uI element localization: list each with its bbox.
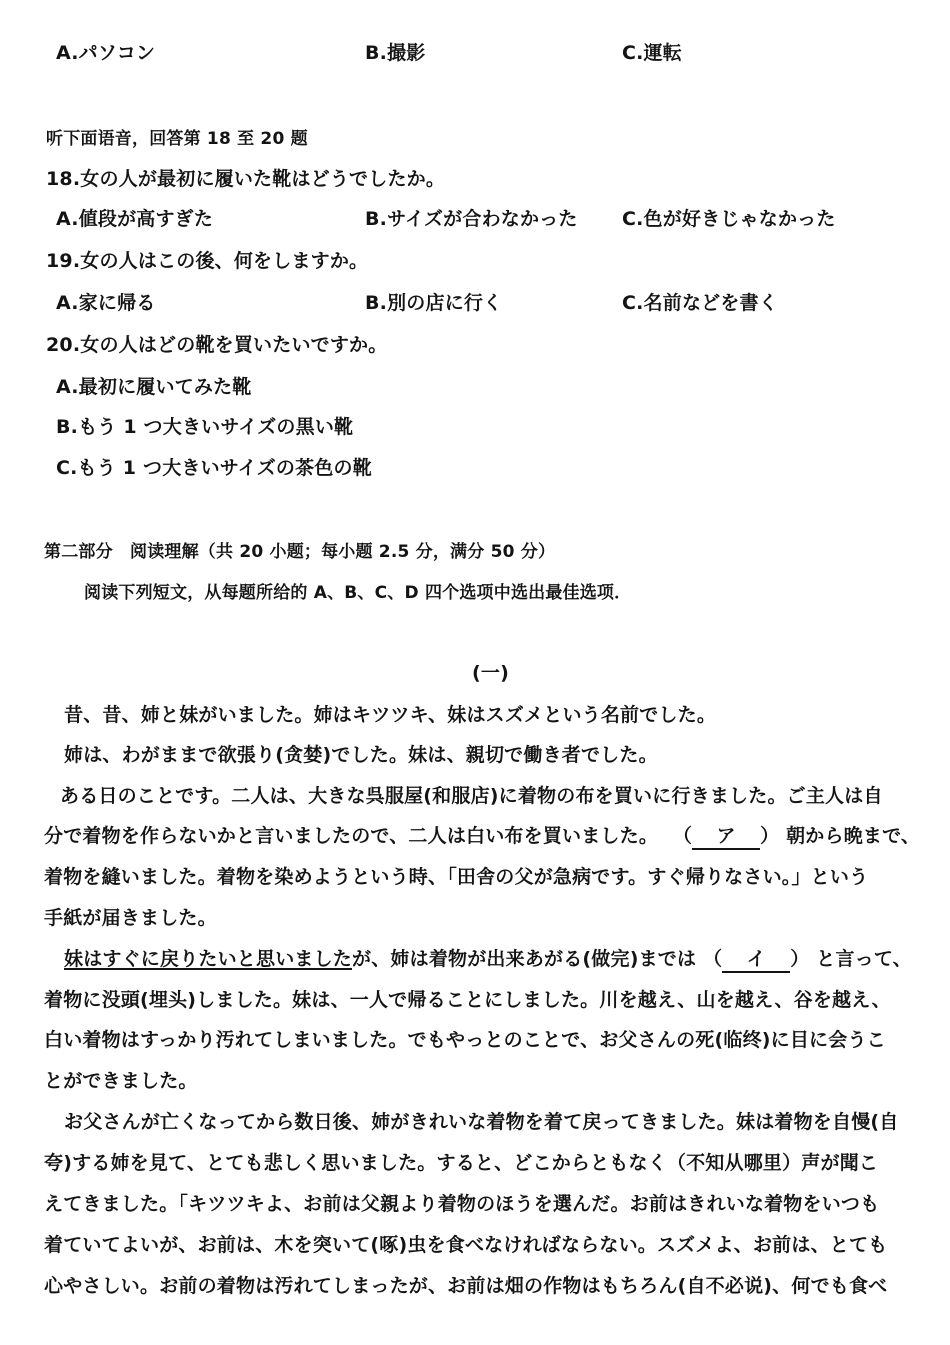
passage-text: 分で着物を作らないかと言いましたので、二人は白い布を買いました。 [44, 825, 659, 847]
q20-option-a: A.最初に履いてみた靴 [56, 376, 252, 398]
passage-line: 夸)する姉を見て、とても悲しく思いました。すると、どこからともなく（不知从哪里）声が聞こ [44, 1152, 879, 1174]
q17-option-b: B.撮影 [365, 42, 426, 64]
q18-question: 18.女の人が最初に履いた靴はどうでしたか。 [46, 168, 446, 190]
passage-line: 手紙が届きました。 [44, 907, 217, 929]
q19-option-a: A.家に帰る [56, 292, 156, 314]
passage-line: えてきました。「キツツキよ、お前は父親より着物のほうを選んだ。お前はきれいな着物をいつも [44, 1193, 880, 1215]
q17-option-c: C.運転 [622, 42, 682, 64]
blank-i-label: イ [722, 944, 790, 973]
q20-option-b: B.もう 1 つ大きいサイズの黒い靴 [56, 416, 354, 438]
part2-instruction: 阅读下列短文，从每题所给的 A、B、C、D 四个选项中选出最佳选项． [84, 583, 632, 603]
q19-option-c: C.名前などを書く [622, 292, 778, 314]
passage-line: とができました。 [44, 1070, 198, 1092]
passage-text: 朝から晩まで、 [786, 825, 921, 847]
q20-question: 20.女の人はどの靴を買いたいですか。 [46, 334, 388, 356]
passage-text: が、姉は着物が出来あがる(做完)までは [352, 948, 697, 970]
blank-a[interactable]: （ ア ） [673, 825, 779, 847]
q18-option-a: A.値段が高すぎた [56, 208, 214, 230]
blank-i[interactable]: （ イ ） [703, 948, 809, 970]
passage-line: お父さんが亡くなってから数日後、姉がきれいな着物を着て戻ってきました。妹は着物を自慢(自 [64, 1111, 899, 1133]
part2-title: 第二部分 阅读理解（共 20 小题；每小题 2.5 分，满分 50 分） [44, 542, 556, 562]
passage-line: 白い着物はすっかり汚れてしまいました。でもやっとのことで、お父さんの死(临终)に目に会うこ [44, 1029, 886, 1051]
listening-instruction: 听下面语音，回答第 18 至 20 题 [46, 129, 308, 149]
underlined-sentence: 妹はすぐに戻りたいと思いました [64, 948, 353, 970]
q20-option-c: C.もう 1 つ大きいサイズの茶色の靴 [56, 457, 372, 479]
passage-line: 姉は、わがままで欲張り(贪婪)でした。妹は、親切で働き者でした。 [64, 744, 658, 766]
passage-line: ある日のことです。二人は、大きな呉服屋(和服店)に着物の布を買いに行きました。ご主人は自 [60, 785, 883, 807]
passage-line: 着物を縫いました。着物を染めようという時、「田舎の父が急病です。すぐ帰りなさい。」という [44, 866, 869, 888]
q19-option-b: B.別の店に行く [365, 292, 503, 314]
blank-a-label: ア [692, 821, 760, 850]
q18-option-c: C.色が好きじゃなかった [622, 208, 836, 230]
passage-line [64, 944, 912, 973]
q18-option-b: B.サイズが合わなかった [365, 208, 578, 230]
passage-line: 心やさしい。お前の着物は汚れてしまったが、お前は畑の作物はもちろん(自不必说)、何でも食べ [44, 1275, 888, 1297]
q19-question: 19.女の人はこの後、何をしますか。 [46, 250, 369, 272]
q17-option-a: A.パソコン [56, 42, 156, 64]
passage-line: 昔、昔、姉と妹がいました。姉はキツツキ、妹はスズメという名前でした。 [64, 704, 717, 726]
passage-line: 着ていてよいが、お前は、木を突いて(啄)虫を食べなければならない。スズメよ、お前は、とても [44, 1234, 888, 1256]
passage-text: と言って、 [816, 948, 912, 970]
passage-line: 着物に没頭(埋头)しました。妹は、一人で帰ることにしました。川を越え、山を越え、谷を越え、 [44, 989, 891, 1011]
section-number: (一) [472, 662, 509, 684]
passage-line [44, 821, 920, 850]
